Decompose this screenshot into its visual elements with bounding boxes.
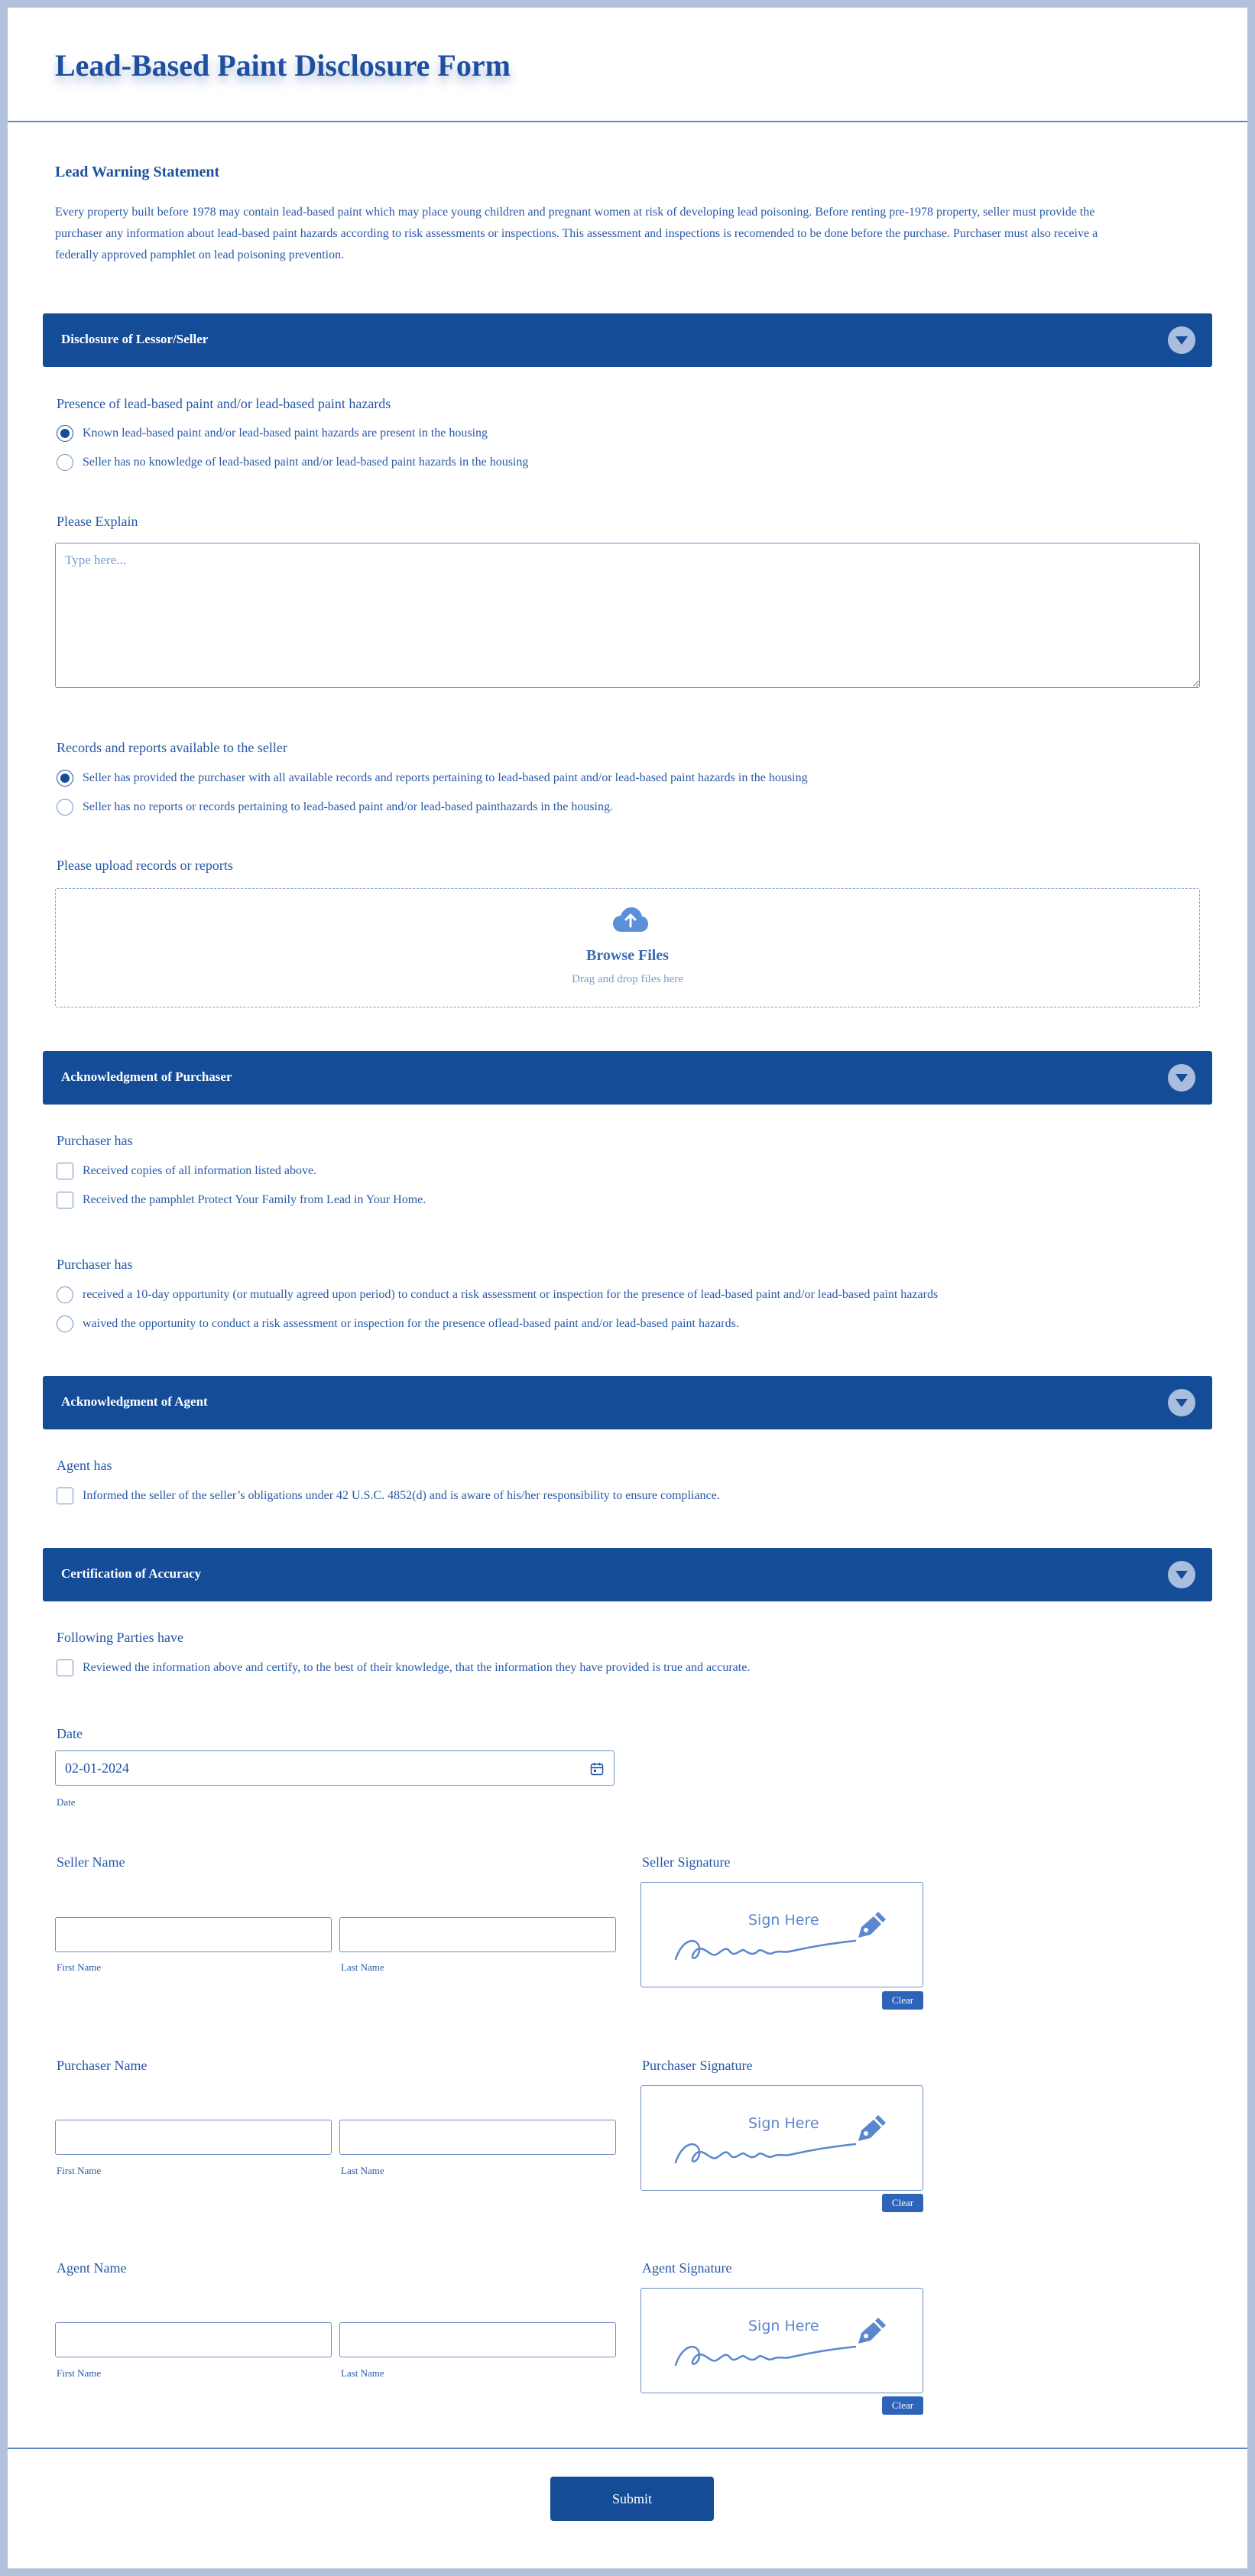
section-title: Acknowledgment of Purchaser [61,1069,232,1084]
section-title: Acknowledgment of Agent [61,1394,208,1409]
option-label: Reviewed the information above and certify, to the best of their knowledge, that the information they have provided is true and accurate. [83,1661,751,1674]
option-label: Informed the seller of the seller’s obligations under 42 U.S.C. 4852(d) and is aware of his/her responsibility to ensure compliance. [83,1489,720,1502]
checkbox-received-copies[interactable] [57,1161,316,1181]
first-name-sublabel: First Name [57,1961,102,1973]
purchaser-name-label: Purchaser Name [57,2058,148,2073]
option-label: Received the pamphlet Protect Your Family from Lead in Your Home. [83,1193,426,1206]
explain-textarea[interactable] [55,543,1200,688]
agent-last-name-input[interactable] [339,2322,616,2357]
sign-here-text: Sign Here [748,2318,819,2334]
sign-here-text: Sign Here [748,1912,819,1929]
option-label: received a 10-day opportunity (or mutually agreed upon period) to conduct a risk assessment or inspection for the presence of lead-based paint and/or lead-based paint hazards [83,1288,939,1301]
radio-known-hazards[interactable] [57,423,488,443]
seller-last-name-input[interactable] [339,1917,616,1952]
checkbox-received-pamphlet[interactable] [57,1190,426,1210]
last-name-sublabel: Last Name [341,1961,384,1973]
chevron-down-icon[interactable] [1168,1064,1195,1092]
purchaser-first-name-input[interactable] [55,2120,332,2155]
last-name-sublabel: Last Name [341,2367,384,2379]
radio-button[interactable] [57,425,73,442]
seller-signature-label: Seller Signature [642,1854,731,1870]
agent-clear-button[interactable]: Clear [882,2396,923,2415]
radio-no-records[interactable] [57,797,613,817]
last-name-sublabel: Last Name [341,2165,384,2176]
date-label: Date [57,1726,83,1741]
option-label: waived the opportunity to conduct a risk assessment or inspection for the presence oflead-based paint and/or lead-based paint hazards. [83,1317,739,1330]
radio-received-opportunity[interactable] [57,1285,938,1305]
option-label: Received copies of all information listed above. [83,1164,317,1177]
agent-signature-label: Agent Signature [642,2260,732,2276]
date-input[interactable] [55,1750,615,1786]
upload-label: Please upload records or reports [57,858,233,873]
pen-icon [854,2316,887,2347]
section-header-purchaser[interactable] [43,1051,1212,1105]
seller-first-name-input[interactable] [55,1917,332,1952]
purchaser-signature-pad[interactable] [640,2085,923,2191]
radio-records-provided[interactable] [57,768,808,788]
agent-signature-pad[interactable] [640,2288,923,2393]
checkbox[interactable] [57,1488,73,1504]
radio-button[interactable] [57,770,73,787]
file-upload-dropzone[interactable] [55,888,1200,1007]
section-header-agent[interactable] [43,1376,1212,1429]
section-header-seller[interactable] [43,313,1212,367]
date-sublabel: Date [57,1796,76,1808]
seller-name-label: Seller Name [57,1854,125,1870]
chevron-down-icon[interactable] [1168,326,1195,354]
submit-button[interactable]: Submit [550,2477,714,2521]
first-name-sublabel: First Name [57,2165,102,2176]
records-label: Records and reports available to the seller [57,740,287,755]
checkbox[interactable] [57,1163,73,1179]
radio-button[interactable] [57,1316,73,1332]
seller-signature-pad[interactable] [640,1882,923,1987]
warning-title: Lead Warning Statement [55,164,220,180]
radio-button[interactable] [57,1286,73,1303]
browse-files-button[interactable]: Browse Files [586,947,669,964]
sign-here-text: Sign Here [748,2115,819,2132]
option-label: Seller has no knowledge of lead-based paint and/or lead-based paint hazards in the housing [83,456,529,469]
purchaser-last-name-input[interactable] [339,2120,616,2155]
purchaser-clear-button[interactable]: Clear [882,2194,923,2212]
presence-label: Presence of lead-based paint and/or lead-based paint hazards [57,396,391,411]
checkbox[interactable] [57,1659,73,1676]
form-header [8,8,1247,122]
section-title: Disclosure of Lessor/Seller [61,332,209,346]
explain-label: Please Explain [57,514,138,529]
option-label: Seller has provided the purchaser with all available records and reports pertaining to lead-based paint and/or lead-based paint hazards in the housing [83,771,808,784]
page-title: Lead-Based Paint Disclosure Form [55,48,511,83]
radio-no-knowledge[interactable] [57,453,528,472]
checkbox-agent-informed[interactable] [57,1486,720,1506]
certification-label: Following Parties have [57,1630,183,1645]
option-label: Known lead-based paint and/or lead-based paint hazards are present in the housing [83,427,488,440]
section-header-certification[interactable] [43,1548,1212,1601]
chevron-down-icon[interactable] [1168,1389,1195,1416]
pen-icon [854,2114,887,2144]
calendar-icon[interactable] [590,1762,604,1776]
checkbox-certify[interactable] [57,1658,750,1678]
radio-button[interactable] [57,454,73,471]
radio-button[interactable] [57,799,73,816]
footer-divider [8,2448,1247,2449]
purchaser-opportunity-label: Purchaser has [57,1257,133,1272]
section-title: Certification of Accuracy [61,1566,202,1581]
drag-drop-hint: Drag and drop files here [572,973,683,985]
first-name-sublabel: First Name [57,2367,102,2379]
agent-name-label: Agent Name [57,2260,127,2276]
pen-icon [854,1910,887,1941]
purchaser-signature-label: Purchaser Signature [642,2058,753,2073]
chevron-down-icon[interactable] [1168,1561,1195,1588]
purchaser-received-label: Purchaser has [57,1133,133,1148]
agent-label: Agent has [57,1458,112,1473]
upload-cloud-icon [612,906,649,933]
option-label: Seller has no reports or records pertaining to lead-based paint and/or lead-based painthazards in the housing. [83,800,613,813]
form-card [8,8,1247,2568]
seller-clear-button[interactable]: Clear [882,1991,923,2010]
agent-first-name-input[interactable] [55,2322,332,2357]
radio-waived-opportunity[interactable] [57,1314,739,1334]
warning-body: Every property built before 1978 may contain lead-based paint which may place young children and pregnant women at risk of developing lead poisoning. Before renting pre-1978 property, seller must provide the purchaser any information about lead-based paint hazards according to risk assessments or inspections. This assessment and inspections is recomended to be done before the purchase. Purchaser must also receive a federally approved pamphlet on lead poisoning prevention. [55,206,1098,261]
checkbox[interactable] [57,1192,73,1209]
